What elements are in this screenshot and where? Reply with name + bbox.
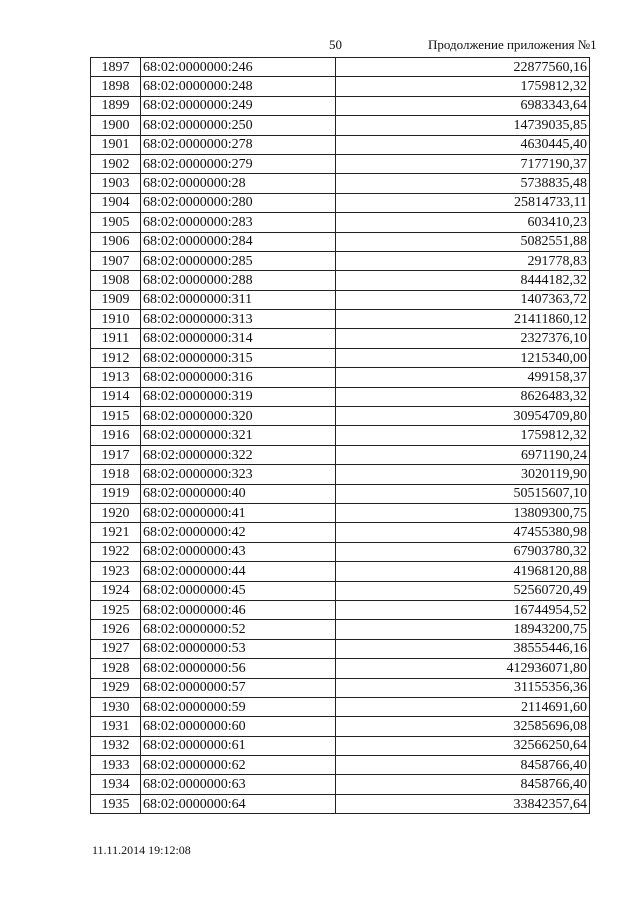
cadastral-value-cell: 18943200,75 [336,620,590,639]
cadastral-number-cell: 68:02:0000000:42 [141,523,336,542]
row-number-cell: 1934 [91,775,141,794]
cadastral-number-cell: 68:02:0000000:63 [141,775,336,794]
cadastral-number-cell: 68:02:0000000:64 [141,794,336,813]
cadastral-value-cell: 1759812,32 [336,426,590,445]
cadastral-value-cell: 13809300,75 [336,503,590,522]
row-number-cell: 1924 [91,581,141,600]
cadastral-number-cell: 68:02:0000000:45 [141,581,336,600]
row-number-cell: 1910 [91,310,141,329]
cadastral-number-cell: 68:02:0000000:313 [141,310,336,329]
cadastral-value-cell: 22877560,16 [336,58,590,77]
table-row [91,58,590,77]
cadastral-number-cell: 68:02:0000000:52 [141,620,336,639]
row-number-cell: 1919 [91,484,141,503]
table-row [91,116,590,135]
row-number-cell: 1907 [91,251,141,270]
cadastral-value-cell: 4630445,40 [336,135,590,154]
appendix-continuation-note: Продолжение приложения №1 [428,37,597,52]
row-number-cell: 1931 [91,717,141,736]
cadastral-value-cell: 38555446,16 [336,639,590,658]
table-row [91,407,590,426]
cadastral-number-cell: 68:02:0000000:322 [141,445,336,464]
print-timestamp: 11.11.2014 19:12:08 [92,843,191,857]
cadastral-number-cell: 68:02:0000000:44 [141,562,336,581]
cadastral-number-cell: 68:02:0000000:321 [141,426,336,445]
cadastral-number-cell: 68:02:0000000:61 [141,736,336,755]
cadastral-value-cell: 1407363,72 [336,290,590,309]
cadastral-number-cell: 68:02:0000000:320 [141,407,336,426]
cadastral-value-cell: 8626483,32 [336,387,590,406]
table-row [91,659,590,678]
table-row [91,503,590,522]
cadastral-number-cell: 68:02:0000000:59 [141,697,336,716]
cadastral-value-cell: 41968120,88 [336,562,590,581]
cadastral-number-cell: 68:02:0000000:57 [141,678,336,697]
cadastral-number-cell: 68:02:0000000:323 [141,465,336,484]
cadastral-value-cell: 412936071,80 [336,659,590,678]
row-number-cell: 1933 [91,756,141,775]
table-row [91,697,590,716]
cadastral-value-cell: 5082551,88 [336,232,590,251]
table-row [91,639,590,658]
row-number-cell: 1918 [91,465,141,484]
cadastral-number-cell: 68:02:0000000:280 [141,193,336,212]
table-row [91,368,590,387]
cadastral-number-cell: 68:02:0000000:311 [141,290,336,309]
row-number-cell: 1912 [91,348,141,367]
cadastral-number-cell: 68:02:0000000:248 [141,77,336,96]
cadastral-value-cell: 3020119,90 [336,465,590,484]
table-row [91,775,590,794]
cadastral-value-cell: 32566250,64 [336,736,590,755]
cadastral-number-cell: 68:02:0000000:250 [141,116,336,135]
table-row [91,174,590,193]
cadastral-number-cell: 68:02:0000000:246 [141,58,336,77]
cadastral-number-cell: 68:02:0000000:43 [141,542,336,561]
cadastral-number-cell: 68:02:0000000:284 [141,232,336,251]
cadastral-value-cell: 32585696,08 [336,717,590,736]
cadastral-value-cell: 25814733,11 [336,193,590,212]
cadastral-value-cell: 2327376,10 [336,329,590,348]
cadastral-number-cell: 68:02:0000000:41 [141,503,336,522]
row-number-cell: 1900 [91,116,141,135]
row-number-cell: 1904 [91,193,141,212]
table-row [91,562,590,581]
cadastral-number-cell: 68:02:0000000:278 [141,135,336,154]
row-number-cell: 1917 [91,445,141,464]
cadastral-value-cell: 8444182,32 [336,271,590,290]
cadastral-number-cell: 68:02:0000000:316 [141,368,336,387]
cadastral-value-cell: 6983343,64 [336,96,590,115]
row-number-cell: 1911 [91,329,141,348]
cadastral-number-cell: 68:02:0000000:319 [141,387,336,406]
table-row [91,581,590,600]
table-row [91,445,590,464]
table-row [91,523,590,542]
table-row [91,756,590,775]
row-number-cell: 1923 [91,562,141,581]
cadastral-value-cell: 2114691,60 [336,697,590,716]
row-number-cell: 1916 [91,426,141,445]
row-number-cell: 1930 [91,697,141,716]
row-number-cell: 1929 [91,678,141,697]
row-number-cell: 1909 [91,290,141,309]
row-number-cell: 1901 [91,135,141,154]
cadastral-value-cell: 67903780,32 [336,542,590,561]
table-row [91,310,590,329]
row-number-cell: 1906 [91,232,141,251]
cadastral-value-cell: 14739035,85 [336,116,590,135]
cadastral-value-cell: 31155356,36 [336,678,590,697]
table-row [91,794,590,813]
cadastral-number-cell: 68:02:0000000:288 [141,271,336,290]
cadastral-number-cell: 68:02:0000000:283 [141,213,336,232]
table-row [91,736,590,755]
table-row [91,213,590,232]
cadastral-number-cell: 68:02:0000000:28 [141,174,336,193]
table-row [91,135,590,154]
table-row [91,271,590,290]
cadastral-number-cell: 68:02:0000000:40 [141,484,336,503]
cadastral-value-cell: 8458766,40 [336,775,590,794]
table-row [91,465,590,484]
cadastral-value-cell: 21411860,12 [336,310,590,329]
table-row [91,290,590,309]
table-row [91,717,590,736]
cadastral-number-cell: 68:02:0000000:249 [141,96,336,115]
row-number-cell: 1921 [91,523,141,542]
cadastral-value-cell: 16744954,52 [336,600,590,619]
cadastral-value-table [90,57,590,814]
row-number-cell: 1908 [91,271,141,290]
row-number-cell: 1915 [91,407,141,426]
cadastral-value-cell: 52560720,49 [336,581,590,600]
cadastral-value-cell: 5738835,48 [336,174,590,193]
table-row [91,329,590,348]
row-number-cell: 1914 [91,387,141,406]
table-row [91,542,590,561]
row-number-cell: 1913 [91,368,141,387]
cadastral-value-cell: 8458766,40 [336,756,590,775]
row-number-cell: 1902 [91,154,141,173]
cadastral-number-cell: 68:02:0000000:60 [141,717,336,736]
row-number-cell: 1897 [91,58,141,77]
cadastral-number-cell: 68:02:0000000:314 [141,329,336,348]
row-number-cell: 1920 [91,503,141,522]
table-row [91,484,590,503]
row-number-cell: 1935 [91,794,141,813]
row-number-cell: 1927 [91,639,141,658]
cadastral-value-cell: 1215340,00 [336,348,590,367]
cadastral-value-cell: 499158,37 [336,368,590,387]
table-row [91,620,590,639]
row-number-cell: 1922 [91,542,141,561]
table-row [91,232,590,251]
page-number: 50 [329,37,342,52]
table-row [91,678,590,697]
cadastral-number-cell: 68:02:0000000:315 [141,348,336,367]
cadastral-number-cell: 68:02:0000000:62 [141,756,336,775]
cadastral-value-cell: 603410,23 [336,213,590,232]
row-number-cell: 1925 [91,600,141,619]
row-number-cell: 1905 [91,213,141,232]
cadastral-value-cell: 30954709,80 [336,407,590,426]
cadastral-number-cell: 68:02:0000000:46 [141,600,336,619]
table-row [91,77,590,96]
row-number-cell: 1932 [91,736,141,755]
row-number-cell: 1899 [91,96,141,115]
cadastral-value-cell: 47455380,98 [336,523,590,542]
row-number-cell: 1928 [91,659,141,678]
cadastral-value-cell: 291778,83 [336,251,590,270]
table-row [91,387,590,406]
table-row [91,96,590,115]
cadastral-value-cell: 33842357,64 [336,794,590,813]
table-row [91,193,590,212]
cadastral-number-cell: 68:02:0000000:279 [141,154,336,173]
row-number-cell: 1903 [91,174,141,193]
row-number-cell: 1926 [91,620,141,639]
table-row [91,251,590,270]
cadastral-value-cell: 50515607,10 [336,484,590,503]
cadastral-number-cell: 68:02:0000000:53 [141,639,336,658]
cadastral-number-cell: 68:02:0000000:285 [141,251,336,270]
table-row [91,426,590,445]
cadastral-number-cell: 68:02:0000000:56 [141,659,336,678]
table-body [91,58,590,814]
cadastral-value-cell: 1759812,32 [336,77,590,96]
cadastral-value-cell: 7177190,37 [336,154,590,173]
table-row [91,348,590,367]
table-row [91,600,590,619]
table-row [91,154,590,173]
row-number-cell: 1898 [91,77,141,96]
cadastral-value-cell: 6971190,24 [336,445,590,464]
